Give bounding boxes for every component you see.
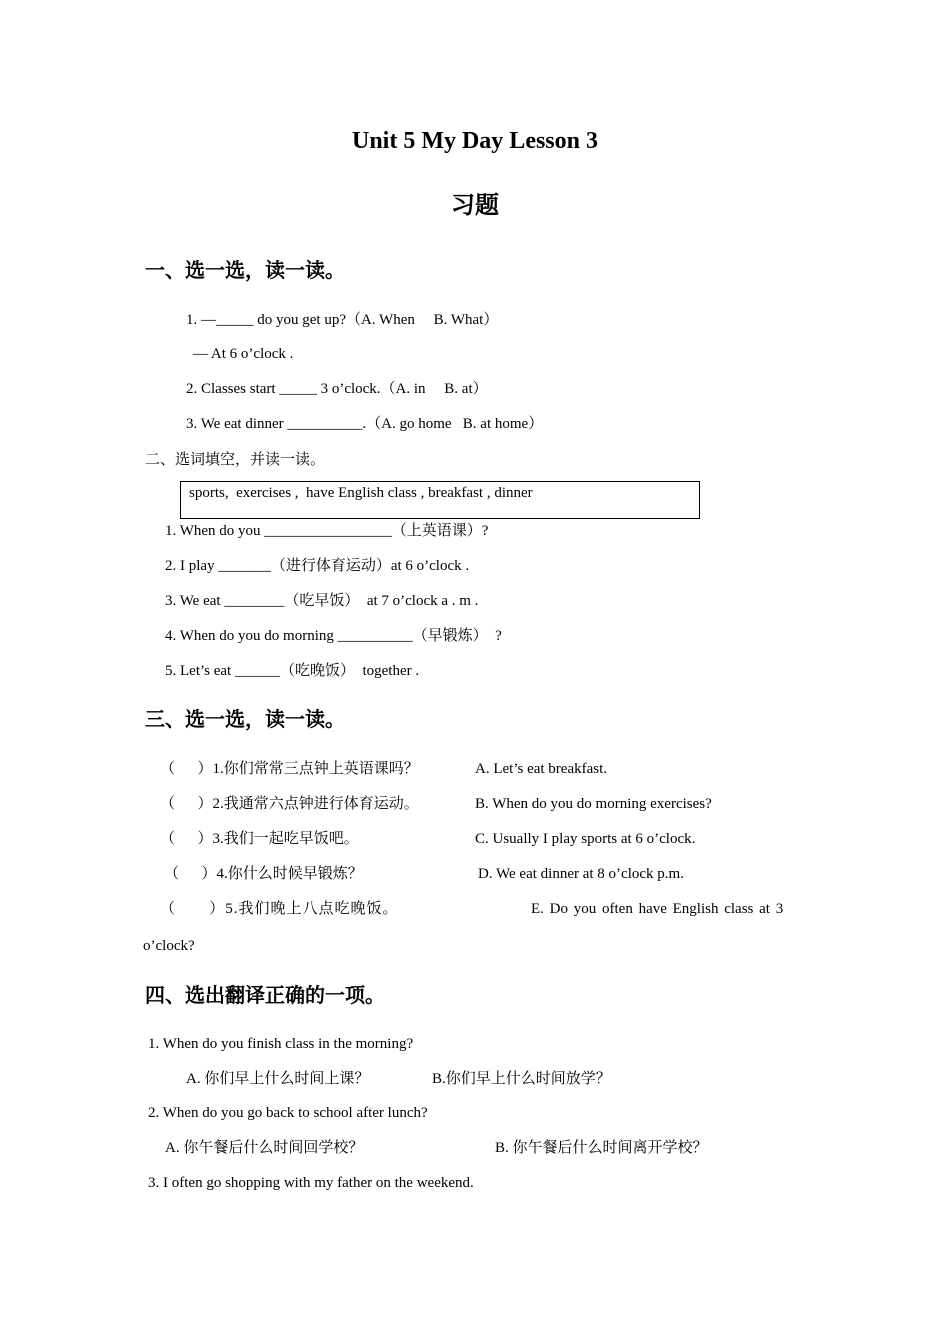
match-left: （ ）1.你们常常三点钟上英语课吗？ xyxy=(160,761,419,777)
option-a: A. 你们早上什么时间上课？ xyxy=(186,1071,370,1087)
match-right: B. When do you do morning exercises? xyxy=(475,796,712,812)
section2-heading: 二、选词填空，并读一读。 xyxy=(145,452,326,468)
match-right: D. We eat dinner at 8 o’clock p.m. xyxy=(478,866,684,882)
match-right: E. Do you often have English class at 3 xyxy=(531,901,784,917)
option-b: B.你们早上什么时间放学？ xyxy=(432,1071,611,1087)
section3-heading: 三、选一选，读一读。 xyxy=(145,707,345,731)
page-title: Unit 5 My Day Lesson 3 xyxy=(351,128,598,154)
match-left: （ ）5.我们晚上八点吃晚饭。 xyxy=(160,901,399,917)
page-subtitle: 习题 xyxy=(451,193,499,219)
option-a: A. 你午餐后什么时间回学校？ xyxy=(165,1140,364,1156)
match-right: C. Usually I play sports at 6 o’clock. xyxy=(475,831,696,847)
option-b: B. 你午餐后什么时间离开学校？ xyxy=(495,1140,708,1156)
match-left: （ ）3.我们一起吃早饭吧。 xyxy=(160,831,359,847)
question-line: 4. When do you do morning __________（早锻炼） ? xyxy=(165,628,502,644)
question-line: 3. We eat dinner __________.（A. go home B. at home） xyxy=(186,416,544,432)
match-right: A. Let’s eat breakfast. xyxy=(475,761,608,777)
answer-line: — At 6 o’clock . xyxy=(193,346,294,362)
question-line: 1. When do you _________________（上英语课）? xyxy=(165,523,489,539)
match-right-wrap: o’clock? xyxy=(143,938,195,954)
question-line: 2. When do you go back to school after lunch? xyxy=(148,1105,428,1121)
question-line: 5. Let’s eat ______（吃晚饭） together . xyxy=(165,663,420,679)
word-box-text: sports, exercises , have English class , breakfast , dinner xyxy=(189,485,533,501)
question-line: 1. When do you finish class in the morning? xyxy=(148,1036,414,1052)
match-left: （ ）2.我通常六点钟进行体育运动。 xyxy=(160,796,419,812)
section4-heading: 四、选出翻译正确的一项。 xyxy=(145,983,385,1007)
question-line: 3. I often go shopping with my father on the weekend. xyxy=(148,1175,474,1191)
match-left: （ ）4.你什么时候早锻炼？ xyxy=(164,866,363,882)
word-box xyxy=(180,481,700,519)
question-line: 2. I play _______（进行体育运动）at 6 o’clock . xyxy=(165,558,470,574)
question-line: 3. We eat ________（吃早饭） at 7 o’clock a . m . xyxy=(165,593,479,609)
question-line: 1. —_____ do you get up?（A. When B. What） xyxy=(186,312,499,328)
section1-heading: 一、选一选，读一读。 xyxy=(145,258,345,282)
question-line: 2. Classes start _____ 3 o’clock.（A. in B. at） xyxy=(186,381,488,397)
